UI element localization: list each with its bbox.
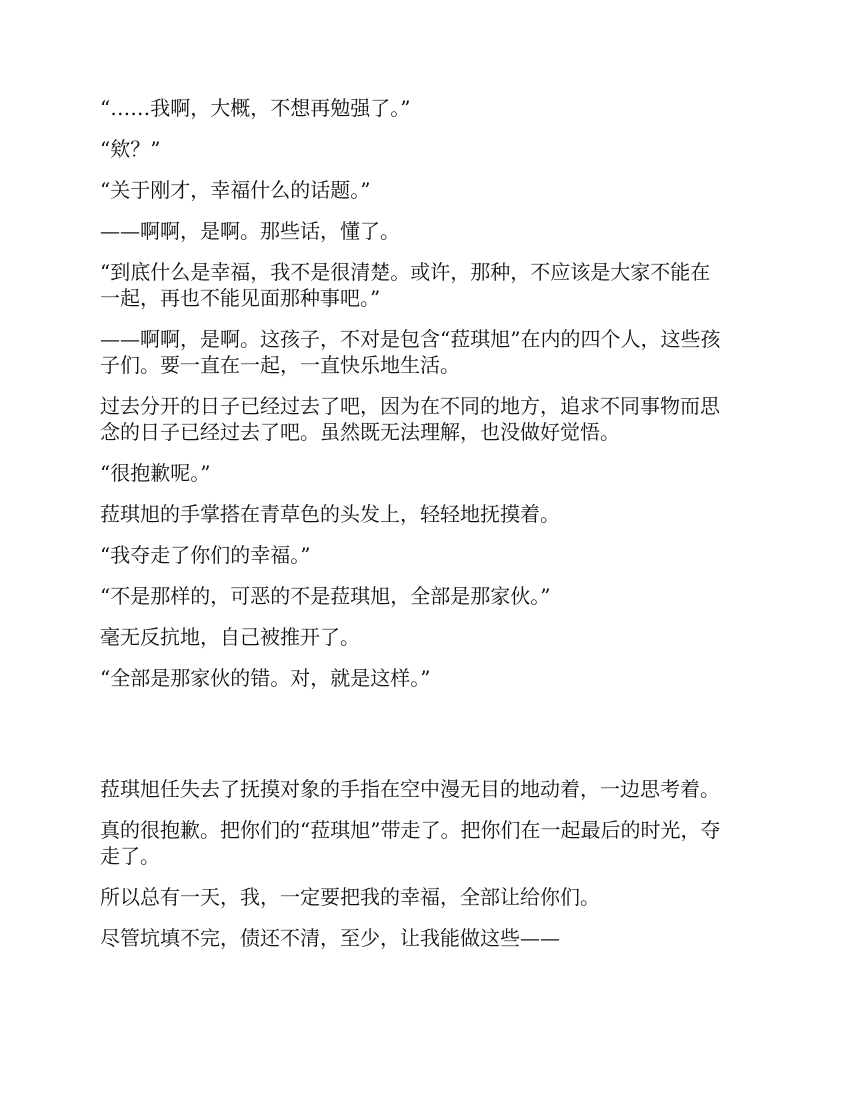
paragraph-line: 走了。 bbox=[100, 844, 160, 868]
paragraph-line: 所以总有一天，我，一定要把我的幸福，全部让给你们。 bbox=[100, 885, 600, 909]
text-section-2 bbox=[100, 776, 752, 951]
paragraph-line: 尽管坑填不完，债还不清，至少，让我能做这些—— bbox=[100, 926, 560, 950]
paragraph bbox=[100, 884, 752, 910]
paragraph-line: 过去分开的日子已经过去了吧，因为在不同的地方，追求不同事物而思 bbox=[100, 394, 720, 418]
paragraph bbox=[100, 665, 752, 691]
paragraph-line: 念的日子已经过去了吧。虽然既无法理解，也没做好觉悟。 bbox=[100, 420, 620, 444]
paragraph-line: 子们。要一直在一起，一直快乐地生活。 bbox=[100, 353, 460, 377]
paragraph-line: 菈琪旭任失去了抚摸对象的手指在空中漫无目的地动着，一边思考着。 bbox=[100, 777, 720, 801]
paragraph bbox=[100, 177, 752, 203]
paragraph bbox=[100, 583, 752, 609]
paragraph bbox=[100, 95, 752, 121]
paragraph-line: 菈琪旭的手掌搭在青草色的头发上，轻轻地抚摸着。 bbox=[100, 502, 560, 526]
paragraph-line: “我夺走了你们的幸福。” bbox=[100, 543, 311, 567]
paragraph bbox=[100, 326, 752, 378]
paragraph bbox=[100, 925, 752, 951]
paragraph bbox=[100, 817, 752, 869]
paragraph bbox=[100, 460, 752, 486]
paragraph-line: “欸？” bbox=[100, 137, 161, 161]
text-section-1 bbox=[100, 95, 752, 691]
paragraph-line: 真的很抱歉。把你们的“菈琪旭”带走了。把你们在一起最后的时光，夺 bbox=[100, 818, 721, 842]
paragraph bbox=[100, 501, 752, 527]
paragraph-line: 毫无反抗地，自己被推开了。 bbox=[100, 625, 360, 649]
paragraph-line: “关于刚才，幸福什么的话题。” bbox=[100, 178, 371, 202]
paragraph bbox=[100, 218, 752, 244]
paragraph bbox=[100, 259, 752, 311]
paragraph bbox=[100, 542, 752, 568]
paragraph-line: “很抱歉呢。” bbox=[100, 461, 211, 485]
document-body bbox=[100, 95, 752, 966]
paragraph-line: “不是那样的，可恶的不是菈琪旭，全部是那家伙。” bbox=[100, 584, 551, 608]
paragraph-line: 一起，再也不能见面那种事吧。” bbox=[100, 286, 381, 310]
paragraph bbox=[100, 624, 752, 650]
paragraph-line: ——啊啊，是啊。这孩子，不对是包含“菈琪旭”在内的四个人，这些孩 bbox=[100, 327, 721, 351]
paragraph bbox=[100, 776, 752, 802]
paragraph-line: “……我啊，大概，不想再勉强了。” bbox=[100, 96, 411, 120]
paragraph bbox=[100, 136, 752, 162]
paragraph-line: “全部是那家伙的错。对，就是这样。” bbox=[100, 666, 431, 690]
paragraph-line: “到底什么是幸福，我不是很清楚。或许，那种，不应该是大家不能在 bbox=[100, 260, 711, 284]
section-break bbox=[100, 706, 752, 776]
paragraph bbox=[100, 393, 752, 445]
paragraph-line: ——啊啊，是啊。那些话，懂了。 bbox=[100, 219, 400, 243]
